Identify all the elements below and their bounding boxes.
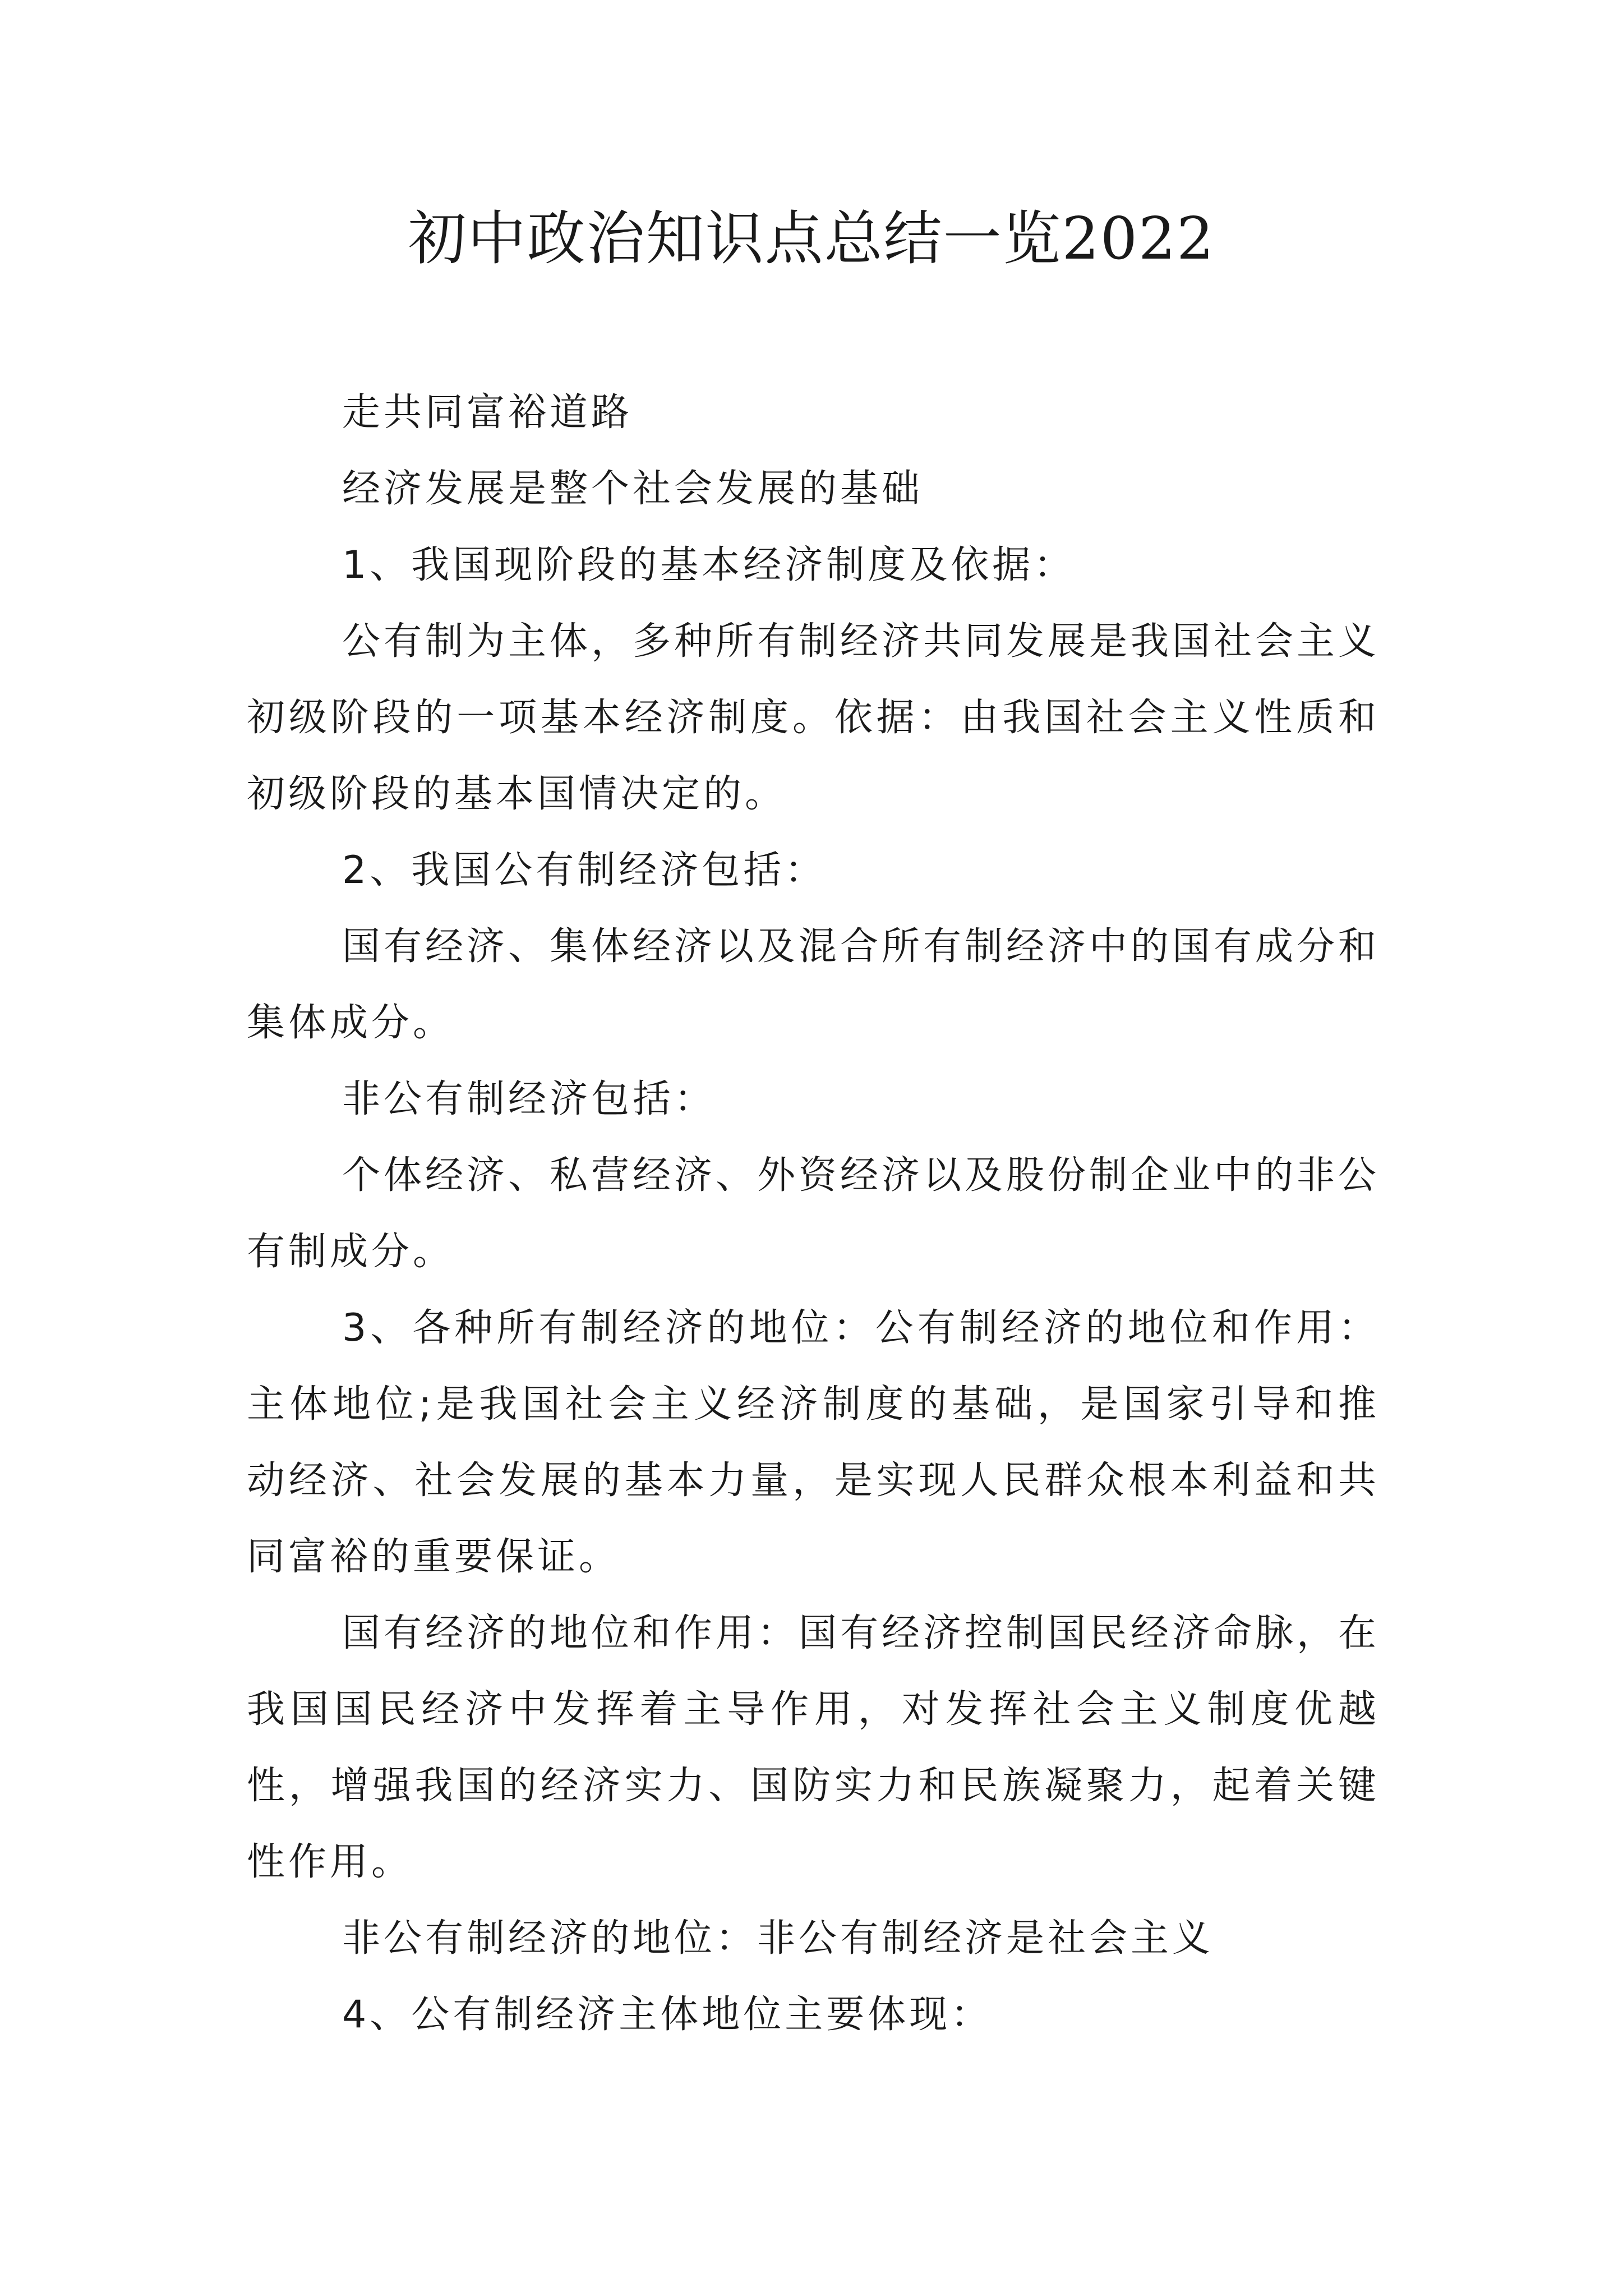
paragraph: 4、公有制经济主体地位主要体现： — [342, 1993, 993, 2037]
paragraph: 1、我国现阶段的基本经济制度及依据： — [342, 543, 1076, 587]
paragraph: 2、我国公有制经济包括： — [342, 848, 827, 892]
paragraph: 非公有制经济包括： — [342, 1077, 716, 1121]
paragraph: 非公有制经济的地位：非公有制经济是社会主义 — [342, 1916, 1214, 1961]
paragraph: 国有经济的地位和作用：国有经济控制国民经济命脉，在我国国民经济中发挥着主导作用，对发挥社会主义制度优越性，增强我国的经济实力、国防实力和民族凝聚力，起着关键性作用。 — [247, 1611, 1380, 1884]
paragraph: 经济发展是整个社会发展的基础 — [342, 467, 924, 511]
paragraph: 国有经济、集体经济以及混合所有制经济中的国有成分和集体成分。 — [247, 924, 1380, 1045]
document-body — [247, 375, 1380, 2053]
paragraph: 公有制为主体，多种所有制经济共同发展是我国社会主义初级阶段的一项基本经济制度。依据：由我国社会主义性质和初级阶段的基本国情决定的。 — [247, 619, 1380, 816]
document-title: 初中政治知识点总结一览2022 — [408, 204, 1215, 273]
paragraph: 走共同富裕道路 — [342, 390, 633, 435]
paragraph: 3、各种所有制经济的地位：公有制经济的地位和作用：主体地位;是我国社会主义经济制度的基础，是国家引导和推动经济、社会发展的基本力量，是实现人民群众根本利益和共同富裕的重要保证。 — [247, 1306, 1380, 1579]
paragraph: 个体经济、私营经济、外资经济以及股份制企业中的非公有制成分。 — [247, 1153, 1380, 1274]
